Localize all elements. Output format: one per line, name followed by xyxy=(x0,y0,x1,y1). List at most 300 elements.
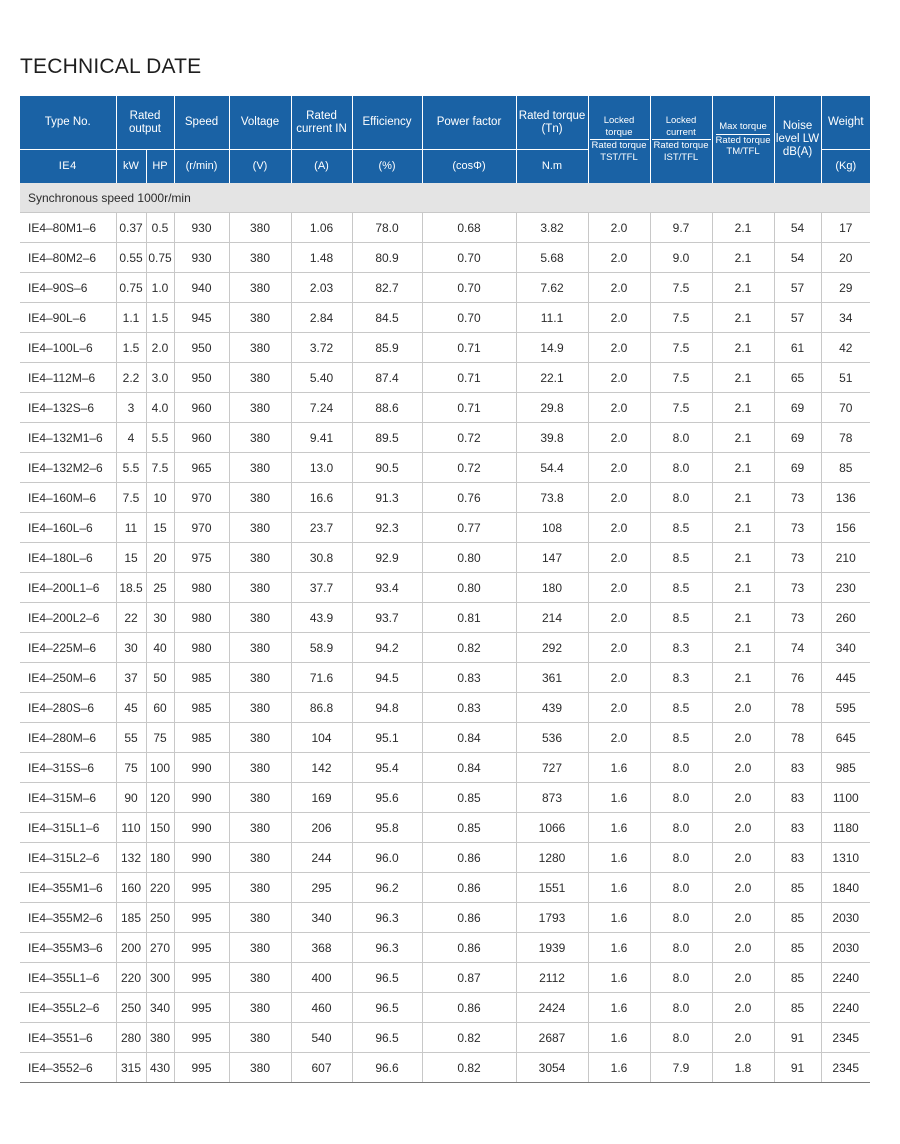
cell-noise-level: 91 xyxy=(774,1053,821,1083)
table-row xyxy=(20,723,870,753)
cell-voltage: 380 xyxy=(229,393,291,423)
cell-locked-current: 8.0 xyxy=(650,843,712,873)
cell-rated-current: 368 xyxy=(291,933,352,963)
table-row xyxy=(20,633,870,663)
cell-rated-torque: 11.1 xyxy=(516,303,588,333)
cell-speed: 995 xyxy=(174,993,229,1023)
cell-kw: 4 xyxy=(116,423,146,453)
cell-noise-level: 57 xyxy=(774,273,821,303)
cell-voltage: 380 xyxy=(229,633,291,663)
cell-locked-current: 8.5 xyxy=(650,723,712,753)
cell-locked-torque: 2.0 xyxy=(588,393,650,423)
cell-voltage: 380 xyxy=(229,903,291,933)
cell-power-factor: 0.77 xyxy=(422,513,516,543)
cell-kw: 37 xyxy=(116,663,146,693)
cell-max-torque: 2.1 xyxy=(712,633,774,663)
cell-max-torque: 2.1 xyxy=(712,243,774,273)
cell-weight: 51 xyxy=(821,363,870,393)
cell-type-no: IE4–200L2–6 xyxy=(20,603,116,633)
cell-noise-level: 78 xyxy=(774,723,821,753)
cell-rated-torque: 536 xyxy=(516,723,588,753)
cell-weight: 17 xyxy=(821,213,870,243)
cell-power-factor: 0.71 xyxy=(422,333,516,363)
cell-kw: 185 xyxy=(116,903,146,933)
cell-noise-level: 73 xyxy=(774,573,821,603)
cell-power-factor: 0.71 xyxy=(422,363,516,393)
cell-power-factor: 0.76 xyxy=(422,483,516,513)
cell-efficiency: 85.9 xyxy=(352,333,422,363)
cell-locked-current: 8.5 xyxy=(650,543,712,573)
cell-hp: 5.5 xyxy=(146,423,174,453)
cell-noise-level: 76 xyxy=(774,663,821,693)
cell-speed: 985 xyxy=(174,693,229,723)
unit-voltage: (V) xyxy=(229,150,291,184)
cell-locked-current: 8.0 xyxy=(650,453,712,483)
cell-efficiency: 90.5 xyxy=(352,453,422,483)
cell-noise-level: 69 xyxy=(774,453,821,483)
cell-noise-level: 73 xyxy=(774,483,821,513)
cell-type-no: IE4–100L–6 xyxy=(20,333,116,363)
cell-max-torque: 2.0 xyxy=(712,1023,774,1053)
cell-efficiency: 95.1 xyxy=(352,723,422,753)
unit-torque: N.m xyxy=(516,150,588,184)
cell-weight: 85 xyxy=(821,453,870,483)
cell-kw: 110 xyxy=(116,813,146,843)
cell-locked-torque: 1.6 xyxy=(588,1023,650,1053)
cell-voltage: 380 xyxy=(229,573,291,603)
cell-max-torque: 2.1 xyxy=(712,393,774,423)
table-row xyxy=(20,393,870,423)
cell-type-no: IE4–132M1–6 xyxy=(20,423,116,453)
header-rated-torque: Rated torque (Tn) xyxy=(516,96,588,150)
cell-kw: 3 xyxy=(116,393,146,423)
cell-speed: 970 xyxy=(174,483,229,513)
cell-locked-torque: 1.6 xyxy=(588,813,650,843)
cell-type-no: IE4–180L–6 xyxy=(20,543,116,573)
cell-max-torque: 2.0 xyxy=(712,963,774,993)
cell-efficiency: 88.6 xyxy=(352,393,422,423)
cell-speed: 960 xyxy=(174,423,229,453)
header-rated-output: Rated output xyxy=(116,96,174,150)
cell-max-torque: 2.1 xyxy=(712,453,774,483)
cell-efficiency: 95.8 xyxy=(352,813,422,843)
cell-max-torque: 2.0 xyxy=(712,753,774,783)
cell-type-no: IE4–112M–6 xyxy=(20,363,116,393)
cell-speed: 940 xyxy=(174,273,229,303)
cell-hp: 4.0 xyxy=(146,393,174,423)
table-row xyxy=(20,573,870,603)
cell-speed: 990 xyxy=(174,843,229,873)
cell-power-factor: 0.70 xyxy=(422,303,516,333)
cell-efficiency: 91.3 xyxy=(352,483,422,513)
cell-hp: 120 xyxy=(146,783,174,813)
table-row xyxy=(20,363,870,393)
header-weight: Weight xyxy=(821,96,870,150)
table-row xyxy=(20,333,870,363)
cell-locked-torque: 2.0 xyxy=(588,333,650,363)
locked-torque-denominator: Rated torque xyxy=(591,140,647,152)
cell-max-torque: 2.1 xyxy=(712,603,774,633)
cell-type-no: IE4–355M2–6 xyxy=(20,903,116,933)
cell-type-no: IE4–250M–6 xyxy=(20,663,116,693)
table-row xyxy=(20,1023,870,1053)
cell-weight: 645 xyxy=(821,723,870,753)
cell-noise-level: 91 xyxy=(774,1023,821,1053)
cell-locked-current: 8.0 xyxy=(650,783,712,813)
cell-rated-torque: 180 xyxy=(516,573,588,603)
cell-hp: 10 xyxy=(146,483,174,513)
header-rated-current: Rated current IN xyxy=(291,96,352,150)
cell-rated-torque: 14.9 xyxy=(516,333,588,363)
cell-kw: 11 xyxy=(116,513,146,543)
cell-efficiency: 78.0 xyxy=(352,213,422,243)
unit-efficiency: (%) xyxy=(352,150,422,184)
cell-rated-torque: 2687 xyxy=(516,1023,588,1053)
cell-noise-level: 73 xyxy=(774,603,821,633)
cell-kw: 90 xyxy=(116,783,146,813)
cell-locked-torque: 1.6 xyxy=(588,903,650,933)
cell-locked-torque: 2.0 xyxy=(588,573,650,603)
header-max-torque xyxy=(712,96,774,183)
cell-speed: 995 xyxy=(174,903,229,933)
cell-speed: 945 xyxy=(174,303,229,333)
cell-rated-current: 13.0 xyxy=(291,453,352,483)
cell-locked-current: 8.0 xyxy=(650,873,712,903)
cell-power-factor: 0.71 xyxy=(422,393,516,423)
cell-max-torque: 2.0 xyxy=(712,993,774,1023)
cell-speed: 980 xyxy=(174,573,229,603)
cell-efficiency: 95.4 xyxy=(352,753,422,783)
table-row xyxy=(20,303,870,333)
cell-rated-torque: 1551 xyxy=(516,873,588,903)
cell-weight: 230 xyxy=(821,573,870,603)
cell-weight: 2240 xyxy=(821,963,870,993)
cell-voltage: 380 xyxy=(229,243,291,273)
cell-locked-current: 8.5 xyxy=(650,603,712,633)
unit-current: (A) xyxy=(291,150,352,184)
cell-kw: 15 xyxy=(116,543,146,573)
cell-kw: 280 xyxy=(116,1023,146,1053)
table-row xyxy=(20,243,870,273)
cell-power-factor: 0.85 xyxy=(422,813,516,843)
cell-efficiency: 93.7 xyxy=(352,603,422,633)
cell-voltage: 380 xyxy=(229,753,291,783)
cell-locked-torque: 1.6 xyxy=(588,933,650,963)
cell-voltage: 380 xyxy=(229,513,291,543)
cell-weight: 156 xyxy=(821,513,870,543)
cell-rated-current: 71.6 xyxy=(291,663,352,693)
cell-speed: 950 xyxy=(174,333,229,363)
cell-voltage: 380 xyxy=(229,663,291,693)
cell-locked-current: 8.0 xyxy=(650,933,712,963)
cell-efficiency: 96.5 xyxy=(352,993,422,1023)
cell-type-no: IE4–90L–6 xyxy=(20,303,116,333)
header-efficiency: Efficiency xyxy=(352,96,422,150)
cell-type-no: IE4–3552–6 xyxy=(20,1053,116,1083)
header-power-factor: Power factor xyxy=(422,96,516,150)
cell-hp: 300 xyxy=(146,963,174,993)
cell-hp: 430 xyxy=(146,1053,174,1083)
cell-rated-torque: 2112 xyxy=(516,963,588,993)
cell-rated-current: 607 xyxy=(291,1053,352,1083)
cell-locked-current: 8.0 xyxy=(650,993,712,1023)
cell-locked-current: 8.0 xyxy=(650,423,712,453)
cell-power-factor: 0.80 xyxy=(422,573,516,603)
cell-type-no: IE4–355L2–6 xyxy=(20,993,116,1023)
cell-locked-current: 8.5 xyxy=(650,513,712,543)
cell-rated-current: 1.48 xyxy=(291,243,352,273)
header-locked-current xyxy=(650,96,712,183)
cell-hp: 75 xyxy=(146,723,174,753)
cell-rated-current: 206 xyxy=(291,813,352,843)
cell-rated-torque: 2424 xyxy=(516,993,588,1023)
cell-hp: 220 xyxy=(146,873,174,903)
cell-locked-current: 8.3 xyxy=(650,663,712,693)
cell-kw: 30 xyxy=(116,633,146,663)
cell-weight: 1310 xyxy=(821,843,870,873)
cell-type-no: IE4–132S–6 xyxy=(20,393,116,423)
cell-rated-current: 7.24 xyxy=(291,393,352,423)
cell-type-no: IE4–80M1–6 xyxy=(20,213,116,243)
cell-rated-current: 3.72 xyxy=(291,333,352,363)
cell-max-torque: 2.0 xyxy=(712,783,774,813)
cell-power-factor: 0.87 xyxy=(422,963,516,993)
locked-current-denominator: Rated torque xyxy=(653,140,709,152)
cell-speed: 975 xyxy=(174,543,229,573)
cell-rated-torque: 292 xyxy=(516,633,588,663)
cell-speed: 995 xyxy=(174,873,229,903)
cell-kw: 22 xyxy=(116,603,146,633)
cell-locked-torque: 2.0 xyxy=(588,633,650,663)
cell-max-torque: 2.0 xyxy=(712,903,774,933)
cell-locked-torque: 2.0 xyxy=(588,693,650,723)
cell-speed: 980 xyxy=(174,633,229,663)
cell-kw: 220 xyxy=(116,963,146,993)
cell-locked-torque: 2.0 xyxy=(588,213,650,243)
cell-voltage: 380 xyxy=(229,933,291,963)
cell-kw: 18.5 xyxy=(116,573,146,603)
cell-max-torque: 2.1 xyxy=(712,273,774,303)
table-row xyxy=(20,1053,870,1083)
cell-power-factor: 0.83 xyxy=(422,693,516,723)
cell-kw: 2.2 xyxy=(116,363,146,393)
cell-hp: 3.0 xyxy=(146,363,174,393)
cell-type-no: IE4–160M–6 xyxy=(20,483,116,513)
cell-voltage: 380 xyxy=(229,363,291,393)
cell-locked-torque: 2.0 xyxy=(588,483,650,513)
cell-max-torque: 2.0 xyxy=(712,933,774,963)
cell-weight: 1180 xyxy=(821,813,870,843)
cell-max-torque: 2.1 xyxy=(712,333,774,363)
cell-noise-level: 85 xyxy=(774,873,821,903)
cell-weight: 136 xyxy=(821,483,870,513)
cell-rated-torque: 1280 xyxy=(516,843,588,873)
cell-power-factor: 0.86 xyxy=(422,843,516,873)
cell-locked-torque: 2.0 xyxy=(588,363,650,393)
cell-rated-torque: 147 xyxy=(516,543,588,573)
cell-locked-current: 9.0 xyxy=(650,243,712,273)
cell-locked-current: 9.7 xyxy=(650,213,712,243)
cell-rated-current: 169 xyxy=(291,783,352,813)
cell-kw: 5.5 xyxy=(116,453,146,483)
cell-noise-level: 78 xyxy=(774,693,821,723)
cell-type-no: IE4–280M–6 xyxy=(20,723,116,753)
cell-max-torque: 1.8 xyxy=(712,1053,774,1083)
cell-max-torque: 2.0 xyxy=(712,693,774,723)
cell-efficiency: 82.7 xyxy=(352,273,422,303)
cell-rated-current: 460 xyxy=(291,993,352,1023)
table-row xyxy=(20,513,870,543)
cell-power-factor: 0.68 xyxy=(422,213,516,243)
max-torque-ratio: TM/TFL xyxy=(726,146,760,157)
cell-speed: 995 xyxy=(174,1053,229,1083)
cell-efficiency: 94.8 xyxy=(352,693,422,723)
table-row xyxy=(20,903,870,933)
cell-rated-current: 540 xyxy=(291,1023,352,1053)
cell-kw: 132 xyxy=(116,843,146,873)
cell-rated-torque: 1793 xyxy=(516,903,588,933)
cell-rated-torque: 1066 xyxy=(516,813,588,843)
cell-voltage: 380 xyxy=(229,603,291,633)
cell-voltage: 380 xyxy=(229,993,291,1023)
cell-max-torque: 2.1 xyxy=(712,363,774,393)
cell-max-torque: 2.0 xyxy=(712,813,774,843)
cell-rated-current: 58.9 xyxy=(291,633,352,663)
cell-max-torque: 2.0 xyxy=(712,873,774,903)
cell-hp: 1.0 xyxy=(146,273,174,303)
cell-type-no: IE4–280S–6 xyxy=(20,693,116,723)
cell-locked-current: 8.3 xyxy=(650,633,712,663)
cell-locked-current: 8.5 xyxy=(650,693,712,723)
cell-locked-torque: 2.0 xyxy=(588,603,650,633)
cell-locked-torque: 2.0 xyxy=(588,243,650,273)
cell-voltage: 380 xyxy=(229,1023,291,1053)
cell-locked-torque: 1.6 xyxy=(588,1053,650,1083)
cell-rated-current: 2.03 xyxy=(291,273,352,303)
cell-voltage: 380 xyxy=(229,873,291,903)
cell-hp: 7.5 xyxy=(146,453,174,483)
cell-noise-level: 73 xyxy=(774,513,821,543)
cell-power-factor: 0.84 xyxy=(422,723,516,753)
table-row xyxy=(20,783,870,813)
cell-noise-level: 83 xyxy=(774,813,821,843)
cell-hp: 0.75 xyxy=(146,243,174,273)
cell-weight: 595 xyxy=(821,693,870,723)
cell-locked-current: 8.0 xyxy=(650,963,712,993)
cell-weight: 1100 xyxy=(821,783,870,813)
cell-max-torque: 2.1 xyxy=(712,543,774,573)
unit-weight: (Kg) xyxy=(821,150,870,184)
cell-speed: 990 xyxy=(174,783,229,813)
table-row xyxy=(20,693,870,723)
cell-max-torque: 2.1 xyxy=(712,213,774,243)
cell-speed: 995 xyxy=(174,1023,229,1053)
cell-type-no: IE4–315S–6 xyxy=(20,753,116,783)
cell-hp: 150 xyxy=(146,813,174,843)
cell-kw: 45 xyxy=(116,693,146,723)
cell-voltage: 380 xyxy=(229,333,291,363)
cell-voltage: 380 xyxy=(229,843,291,873)
cell-max-torque: 2.1 xyxy=(712,513,774,543)
cell-rated-torque: 5.68 xyxy=(516,243,588,273)
cell-speed: 985 xyxy=(174,723,229,753)
cell-locked-torque: 1.6 xyxy=(588,783,650,813)
cell-rated-current: 244 xyxy=(291,843,352,873)
cell-power-factor: 0.83 xyxy=(422,663,516,693)
series-label: IE4 xyxy=(20,150,116,184)
cell-locked-current: 8.0 xyxy=(650,483,712,513)
cell-power-factor: 0.81 xyxy=(422,603,516,633)
cell-hp: 20 xyxy=(146,543,174,573)
cell-hp: 100 xyxy=(146,753,174,783)
cell-efficiency: 96.3 xyxy=(352,903,422,933)
cell-type-no: IE4–200L1–6 xyxy=(20,573,116,603)
max-torque-numerator: Max torque xyxy=(716,121,771,135)
cell-weight: 34 xyxy=(821,303,870,333)
cell-locked-torque: 2.0 xyxy=(588,273,650,303)
cell-rated-current: 1.06 xyxy=(291,213,352,243)
cell-hp: 270 xyxy=(146,933,174,963)
header-speed: Speed xyxy=(174,96,229,150)
cell-weight: 2030 xyxy=(821,933,870,963)
cell-voltage: 380 xyxy=(229,963,291,993)
table-row xyxy=(20,993,870,1023)
cell-efficiency: 89.5 xyxy=(352,423,422,453)
cell-hp: 2.0 xyxy=(146,333,174,363)
cell-noise-level: 83 xyxy=(774,843,821,873)
cell-locked-current: 8.0 xyxy=(650,903,712,933)
cell-weight: 445 xyxy=(821,663,870,693)
cell-locked-torque: 2.0 xyxy=(588,723,650,753)
cell-speed: 995 xyxy=(174,963,229,993)
cell-locked-torque: 2.0 xyxy=(588,543,650,573)
cell-locked-torque: 2.0 xyxy=(588,663,650,693)
cell-noise-level: 69 xyxy=(774,393,821,423)
table-row xyxy=(20,843,870,873)
cell-voltage: 380 xyxy=(229,453,291,483)
cell-kw: 0.55 xyxy=(116,243,146,273)
cell-type-no: IE4–225M–6 xyxy=(20,633,116,663)
cell-voltage: 380 xyxy=(229,303,291,333)
header-voltage: Voltage xyxy=(229,96,291,150)
cell-speed: 970 xyxy=(174,513,229,543)
cell-rated-current: 295 xyxy=(291,873,352,903)
cell-power-factor: 0.86 xyxy=(422,903,516,933)
cell-max-torque: 2.1 xyxy=(712,303,774,333)
cell-kw: 55 xyxy=(116,723,146,753)
cell-weight: 260 xyxy=(821,603,870,633)
cell-speed: 950 xyxy=(174,363,229,393)
cell-max-torque: 2.1 xyxy=(712,483,774,513)
technical-data-table xyxy=(20,96,870,1083)
cell-weight: 2030 xyxy=(821,903,870,933)
cell-rated-torque: 3054 xyxy=(516,1053,588,1083)
cell-hp: 40 xyxy=(146,633,174,663)
cell-locked-current: 7.5 xyxy=(650,273,712,303)
unit-speed: (r/min) xyxy=(174,150,229,184)
table-row xyxy=(20,753,870,783)
cell-efficiency: 94.2 xyxy=(352,633,422,663)
cell-hp: 30 xyxy=(146,603,174,633)
cell-rated-current: 400 xyxy=(291,963,352,993)
cell-rated-torque: 1939 xyxy=(516,933,588,963)
cell-voltage: 380 xyxy=(229,693,291,723)
cell-locked-torque: 1.6 xyxy=(588,843,650,873)
cell-voltage: 380 xyxy=(229,213,291,243)
unit-power-factor: (cosΦ) xyxy=(422,150,516,184)
cell-efficiency: 96.2 xyxy=(352,873,422,903)
cell-kw: 0.37 xyxy=(116,213,146,243)
